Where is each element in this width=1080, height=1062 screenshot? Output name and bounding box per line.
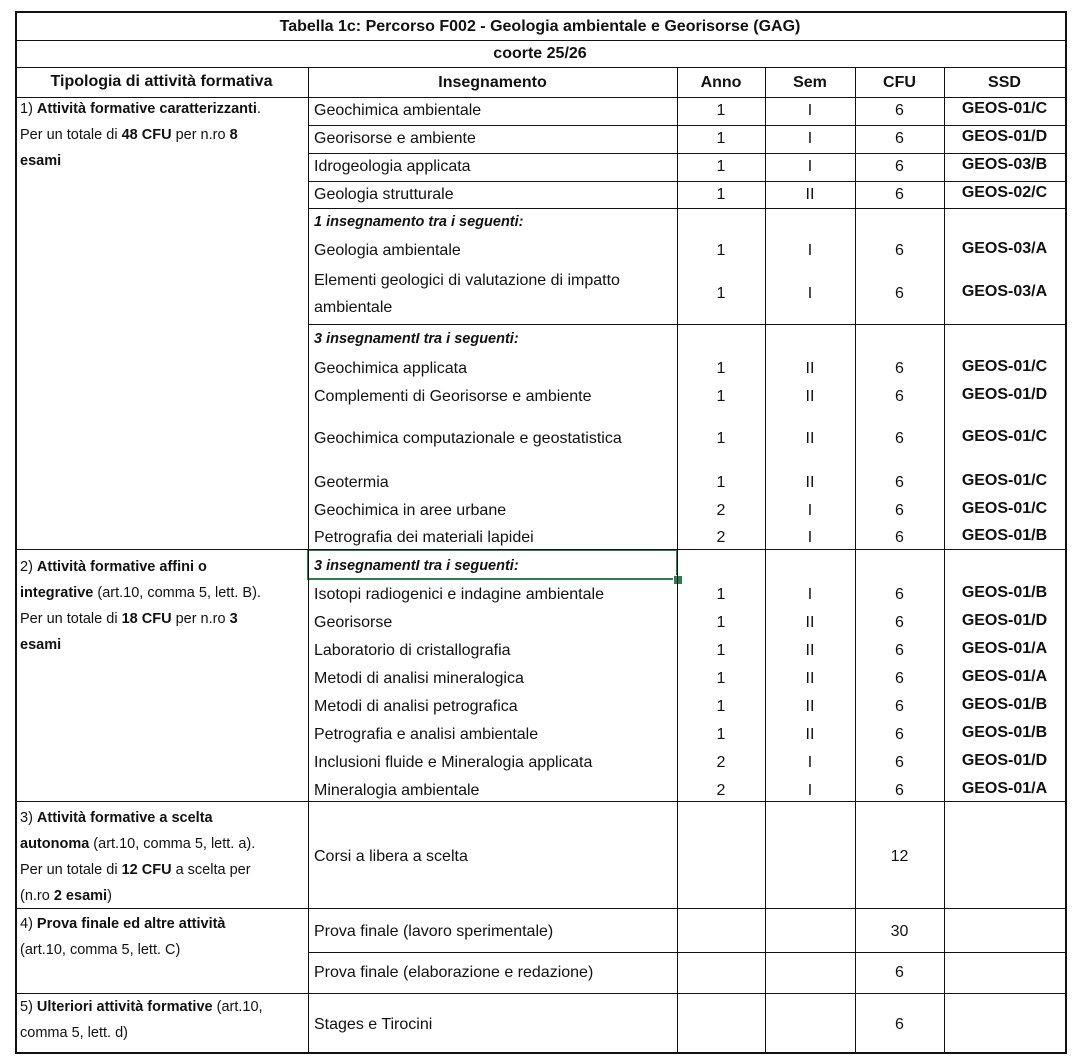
sem-cell: I <box>807 130 813 147</box>
description-line <box>20 1020 263 1046</box>
course-name: Prova finale (lavoro sperimentale) <box>314 923 554 940</box>
course-name: Stages e Tirocini <box>314 1016 433 1033</box>
text-run: per n.ro <box>171 611 230 627</box>
col-border <box>765 67 766 1052</box>
col-border <box>15 11 17 1054</box>
text-run: (art.10, <box>212 999 263 1015</box>
ssd-code: GEOS-01/B <box>961 527 1048 544</box>
header-cfu: CFU <box>883 74 916 91</box>
cfu-cell: 6 <box>895 102 904 119</box>
description-line <box>20 911 226 937</box>
ssd-code: GEOS-01/B <box>961 584 1048 601</box>
section-1-description <box>20 96 261 174</box>
bold-run: Ulteriori attività formative <box>36 999 213 1015</box>
description-line <box>20 994 263 1020</box>
bold-run: integrative <box>20 585 94 601</box>
ssd-code: GEOS-03/B <box>961 156 1048 173</box>
cfu-cell: 6 <box>895 614 904 631</box>
bold-run: Attività formative caratterizzanti <box>36 101 257 117</box>
description-line <box>20 805 255 831</box>
text-run: 2) <box>20 559 37 575</box>
description-line <box>20 554 261 580</box>
group-label: 3 insegnamentI tra i seguenti: <box>314 331 519 347</box>
cfu-cell: 6 <box>895 782 904 799</box>
text-run: (art.10, comma 5, lett. B). <box>93 585 261 601</box>
cfu-cell: 6 <box>895 1016 904 1033</box>
course-name: Geochimica applicata <box>314 360 467 377</box>
ssd-code: GEOS-01/A <box>961 780 1048 797</box>
cfu-cell: 6 <box>895 474 904 491</box>
cfu-cell: 6 <box>895 285 904 302</box>
ssd-code: GEOS-01/C <box>961 500 1048 517</box>
row-border <box>308 952 1065 953</box>
text-run: Per un totale di <box>20 611 122 627</box>
col-border <box>677 67 678 1052</box>
course-name: Elementi geologici di valutazione di impatto <box>314 272 620 289</box>
anno-cell: 1 <box>716 158 726 175</box>
sem-cell: II <box>805 388 815 405</box>
section-3-description <box>20 805 255 909</box>
course-name: Geotermia <box>314 474 389 491</box>
row-border <box>15 67 1065 68</box>
sem-cell: II <box>805 186 815 203</box>
row-border <box>15 97 1065 98</box>
cfu-cell: 30 <box>890 923 909 940</box>
sem-cell: I <box>807 285 813 302</box>
course-name: Mineralogia ambientale <box>314 782 480 799</box>
course-name: Metodi di analisi mineralogica <box>314 670 524 687</box>
anno-cell: 1 <box>716 388 726 405</box>
text-run: (n.ro <box>20 888 54 904</box>
header-insegnamento: Insegnamento <box>438 74 547 91</box>
sem-cell: II <box>805 726 815 743</box>
description-line <box>20 937 226 963</box>
ssd-code: GEOS-03/A <box>961 283 1048 300</box>
row-border <box>15 993 1065 994</box>
header-anno: Anno <box>700 74 742 91</box>
cfu-cell: 6 <box>895 642 904 659</box>
text-run: 1) <box>20 101 37 117</box>
row-border <box>308 208 1065 209</box>
course-name: Petrografia e analisi ambientale <box>314 726 539 743</box>
anno-cell: 1 <box>716 186 726 203</box>
text-run: Per un totale di <box>20 127 122 143</box>
course-name: Complementi di Georisorse e ambiente <box>314 388 592 405</box>
cfu-cell: 6 <box>895 242 904 259</box>
description-line <box>20 580 261 606</box>
text-run: 5) <box>20 999 37 1015</box>
anno-cell: 1 <box>716 614 726 631</box>
section-5-description <box>20 994 263 1046</box>
text-run: Per un totale di <box>20 862 122 878</box>
section-4-description <box>20 911 226 963</box>
col-border <box>944 67 945 1052</box>
text-run: . <box>256 101 261 117</box>
anno-cell: 1 <box>716 586 726 603</box>
cfu-cell: 6 <box>895 754 904 771</box>
ssd-code: GEOS-01/C <box>961 472 1048 489</box>
course-name: Geochimica ambientale <box>314 102 482 119</box>
bold-run: 12 CFU <box>121 862 172 878</box>
row-border <box>308 324 1065 325</box>
cfu-cell: 6 <box>895 670 904 687</box>
text-run: 3) <box>20 810 37 826</box>
course-name: Geologia strutturale <box>314 186 454 203</box>
course-name: Corsi a libera a scelta <box>314 848 468 865</box>
anno-cell: 1 <box>716 102 726 119</box>
description-line <box>20 606 261 632</box>
sem-cell: II <box>805 360 815 377</box>
text-run: a scelta per <box>171 862 251 878</box>
ssd-code: GEOS-01/A <box>961 640 1048 657</box>
course-name: Idrogeologia applicata <box>314 158 471 175</box>
bold-run: Attività formative a scelta <box>36 810 213 826</box>
anno-cell: 2 <box>716 782 726 799</box>
section-2-description <box>20 554 261 658</box>
sem-cell: II <box>805 430 815 447</box>
course-name: Laboratorio di cristallografia <box>314 642 511 659</box>
sem-cell: II <box>805 670 815 687</box>
anno-cell: 1 <box>716 360 726 377</box>
header-sem: Sem <box>793 74 827 91</box>
cfu-cell: 6 <box>895 130 904 147</box>
description-line <box>20 831 255 857</box>
course-name: Petrografia dei materiali lapidei <box>314 529 534 546</box>
course-name: Georisorse e ambiente <box>314 130 476 147</box>
sem-cell: I <box>807 529 813 546</box>
row-border <box>308 153 1065 154</box>
sem-cell: I <box>807 242 813 259</box>
bold-run: 3 <box>229 611 238 627</box>
cfu-cell: 6 <box>895 430 904 447</box>
anno-cell: 1 <box>716 474 726 491</box>
row-border <box>15 40 1065 41</box>
cohort-label: coorte 25/26 <box>493 45 587 62</box>
course-name: Isotopi radiogenici e indagine ambientale <box>314 586 604 603</box>
bold-run: Attività formative affini o <box>36 559 207 575</box>
anno-cell: 2 <box>716 502 726 519</box>
description-line <box>20 96 261 122</box>
row-border <box>15 1052 1066 1054</box>
sem-cell: I <box>807 586 813 603</box>
ssd-code: GEOS-01/D <box>961 752 1048 769</box>
ssd-code: GEOS-01/D <box>961 612 1048 629</box>
course-name: Prova finale (elaborazione e redazione) <box>314 964 594 981</box>
course-name-cont: ambientale <box>314 299 393 316</box>
cfu-cell: 6 <box>895 388 904 405</box>
sem-cell: I <box>807 102 813 119</box>
sem-cell: II <box>805 698 815 715</box>
bold-run: 48 CFU <box>121 127 172 143</box>
ssd-code: GEOS-01/D <box>961 128 1048 145</box>
bold-run: esami <box>20 153 62 169</box>
col-border <box>855 67 856 1052</box>
row-border <box>308 181 1065 182</box>
cfu-cell: 6 <box>895 360 904 377</box>
description-line <box>20 632 261 658</box>
sem-cell: I <box>807 158 813 175</box>
cfu-cell: 6 <box>895 502 904 519</box>
ssd-code: GEOS-02/C <box>961 184 1048 201</box>
col-border <box>308 67 309 1052</box>
anno-cell: 1 <box>716 285 726 302</box>
ssd-code: GEOS-01/D <box>961 386 1048 403</box>
header-tipologia: Tipologia di attività formativa <box>50 73 273 90</box>
ssd-code: GEOS-01/A <box>961 668 1048 685</box>
row-border <box>15 908 1065 909</box>
course-name: Inclusioni fluide e Mineralogia applicata <box>314 754 593 771</box>
sem-cell: II <box>805 642 815 659</box>
group-label: 3 insegnamentI tra i seguenti: <box>314 558 519 574</box>
sem-cell: I <box>807 754 813 771</box>
text-run: comma 5, lett. d) <box>20 1025 128 1041</box>
sem-cell: I <box>807 502 813 519</box>
anno-cell: 2 <box>716 754 726 771</box>
bold-run: esami <box>20 637 62 653</box>
description-line <box>20 148 261 174</box>
course-name: Geologia ambientale <box>314 242 461 259</box>
course-name: Geochimica computazionale e geostatistica <box>314 430 622 447</box>
course-name: Georisorse <box>314 614 393 631</box>
description-line <box>20 857 255 883</box>
cfu-cell: 6 <box>895 698 904 715</box>
ssd-code: GEOS-01/B <box>961 724 1048 741</box>
row-border <box>15 11 1066 13</box>
text-run: (art.10, comma 5, lett. C) <box>20 942 181 958</box>
row-border <box>308 125 1065 126</box>
cfu-cell: 6 <box>895 726 904 743</box>
anno-cell: 1 <box>716 130 726 147</box>
text-run: ) <box>107 888 112 904</box>
ssd-code: GEOS-03/A <box>961 240 1048 257</box>
course-name: Geochimica in aree urbane <box>314 502 507 519</box>
sem-cell: II <box>805 614 815 631</box>
bold-run: 8 <box>229 127 238 143</box>
table-title: Tabella 1c: Percorso F002 - Geologia ambientale e Georisorse (GAG) <box>279 18 801 35</box>
anno-cell: 2 <box>716 529 726 546</box>
header-ssd: SSD <box>988 74 1021 91</box>
group-label: 1 insegnamento tra i seguenti: <box>314 214 524 230</box>
sem-cell: I <box>807 782 813 799</box>
cfu-cell: 6 <box>895 186 904 203</box>
description-line <box>20 122 261 148</box>
col-border <box>1065 11 1067 1054</box>
text-run: (art.10, comma 5, lett. a). <box>89 836 256 852</box>
ssd-code: GEOS-01/C <box>961 428 1048 445</box>
cfu-cell: 6 <box>895 586 904 603</box>
ssd-code: GEOS-01/B <box>961 696 1048 713</box>
anno-cell: 1 <box>716 698 726 715</box>
anno-cell: 1 <box>716 642 726 659</box>
anno-cell: 1 <box>716 430 726 447</box>
anno-cell: 1 <box>716 726 726 743</box>
sem-cell: II <box>805 474 815 491</box>
row-border <box>15 549 1065 550</box>
bold-run: autonoma <box>20 836 90 852</box>
bold-run: 2 esami <box>53 888 108 904</box>
row-border <box>15 801 1065 802</box>
cfu-cell: 6 <box>895 158 904 175</box>
text-run: 4) <box>20 916 37 932</box>
ssd-code: GEOS-01/C <box>961 358 1048 375</box>
cfu-cell: 6 <box>895 529 904 546</box>
description-line <box>20 883 255 909</box>
bold-run: 18 CFU <box>121 611 172 627</box>
ssd-code: GEOS-01/C <box>961 100 1048 117</box>
anno-cell: 1 <box>716 670 726 687</box>
course-name: Metodi di analisi petrografica <box>314 698 518 715</box>
cfu-cell: 12 <box>890 848 909 865</box>
cfu-cell: 6 <box>895 964 904 981</box>
bold-run: Prova finale ed altre attività <box>36 916 226 932</box>
anno-cell: 1 <box>716 242 726 259</box>
text-run: per n.ro <box>171 127 230 143</box>
